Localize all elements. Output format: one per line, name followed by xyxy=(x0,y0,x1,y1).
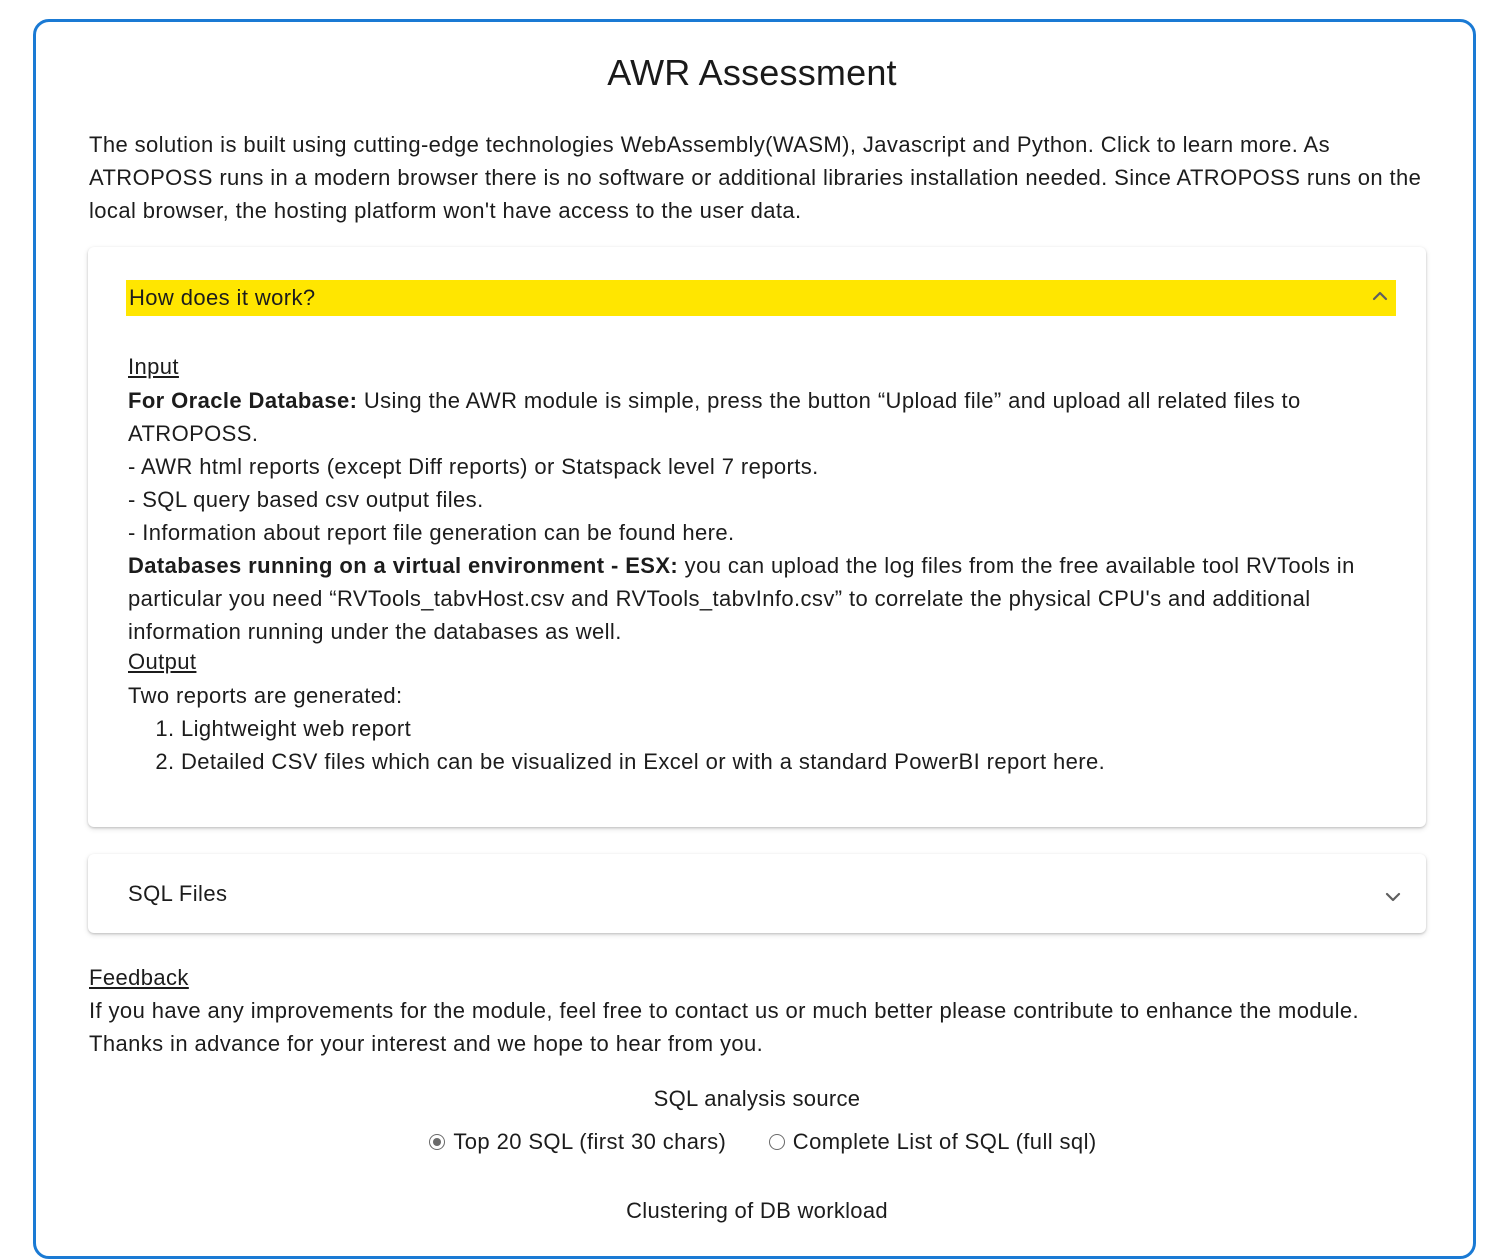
radio-button-unchecked[interactable] xyxy=(769,1134,785,1150)
oracle-text: Using the AWR module is simple, press the button “Upload file” and upload all related files to ATROPOSS. xyxy=(128,388,1301,446)
sql-files-accordion xyxy=(88,854,1426,933)
intro-text: The solution is built using cutting-edge technologies WebAssembly(WASM), Javascript and Python. Click to learn more. As ATROPOSS runs in a modern browser there is no software or additional libraries installation needed. Since ATROPOSS runs on the local browser, the hosting platform won't have access to the user data. xyxy=(89,132,1422,223)
how-it-works-accordion xyxy=(88,247,1426,827)
output-list-item: 2. Detailed CSV files which can be visualized in Excel or with a standard PowerBI report here. xyxy=(181,745,1398,778)
sql-source-label: SQL analysis source xyxy=(653,1086,861,1111)
radio-top20-sql[interactable] xyxy=(429,1129,726,1155)
how-it-works-body xyxy=(128,353,1398,778)
input-bullet: - AWR html reports (except Diff reports) or Statspack level 7 reports. xyxy=(128,454,819,479)
radio-label: Complete List of SQL (full sql) xyxy=(792,1129,1097,1154)
sql-files-header-label: SQL Files xyxy=(128,881,228,906)
feedback-text: If you have any improvements for the module, feel free to contact us or much better please contribute to enhance the module. Thanks in advance for your interest and we hope to hear from you. xyxy=(89,998,1360,1056)
output-heading: Output xyxy=(128,649,197,674)
radio-complete-sql[interactable] xyxy=(769,1129,1097,1155)
input-bullet: - SQL query based csv output files. xyxy=(128,487,484,512)
esx-paragraph xyxy=(128,549,1398,648)
output-intro: Two reports are generated: xyxy=(128,683,403,708)
sql-source-radio-group xyxy=(0,1129,1504,1156)
input-heading: Input xyxy=(128,354,179,379)
clustering-label: Clustering of DB workload xyxy=(626,1198,888,1223)
chevron-up-icon[interactable] xyxy=(1368,284,1392,308)
radio-button-checked[interactable] xyxy=(429,1134,445,1150)
how-it-works-header[interactable] xyxy=(126,280,1396,316)
esx-label: Databases running on a virtual environment - ESX: xyxy=(128,553,679,578)
page-title: AWR Assessment xyxy=(607,52,897,93)
feedback-heading: Feedback xyxy=(89,965,189,990)
esx-text: you can upload the log files from the free available tool RVTools in particular you need “RVTools_tabvHost.csv and RVTools_tabvInfo.csv” to correlate the physical CPU's and additional information running under the databases as well. xyxy=(128,553,1355,644)
oracle-paragraph xyxy=(128,384,1398,450)
how-it-works-header-label: How does it work? xyxy=(129,285,316,310)
input-bullet: - Information about report file generation can be found here. xyxy=(128,520,735,545)
radio-label: Top 20 SQL (first 30 chars) xyxy=(453,1129,727,1154)
output-list xyxy=(128,712,1398,778)
output-list-item: 1. Lightweight web report xyxy=(181,712,1398,745)
feedback-section xyxy=(89,961,1434,1060)
oracle-label: For Oracle Database: xyxy=(128,388,358,413)
sql-files-header[interactable] xyxy=(128,876,1398,912)
chevron-down-icon[interactable] xyxy=(1381,885,1405,909)
